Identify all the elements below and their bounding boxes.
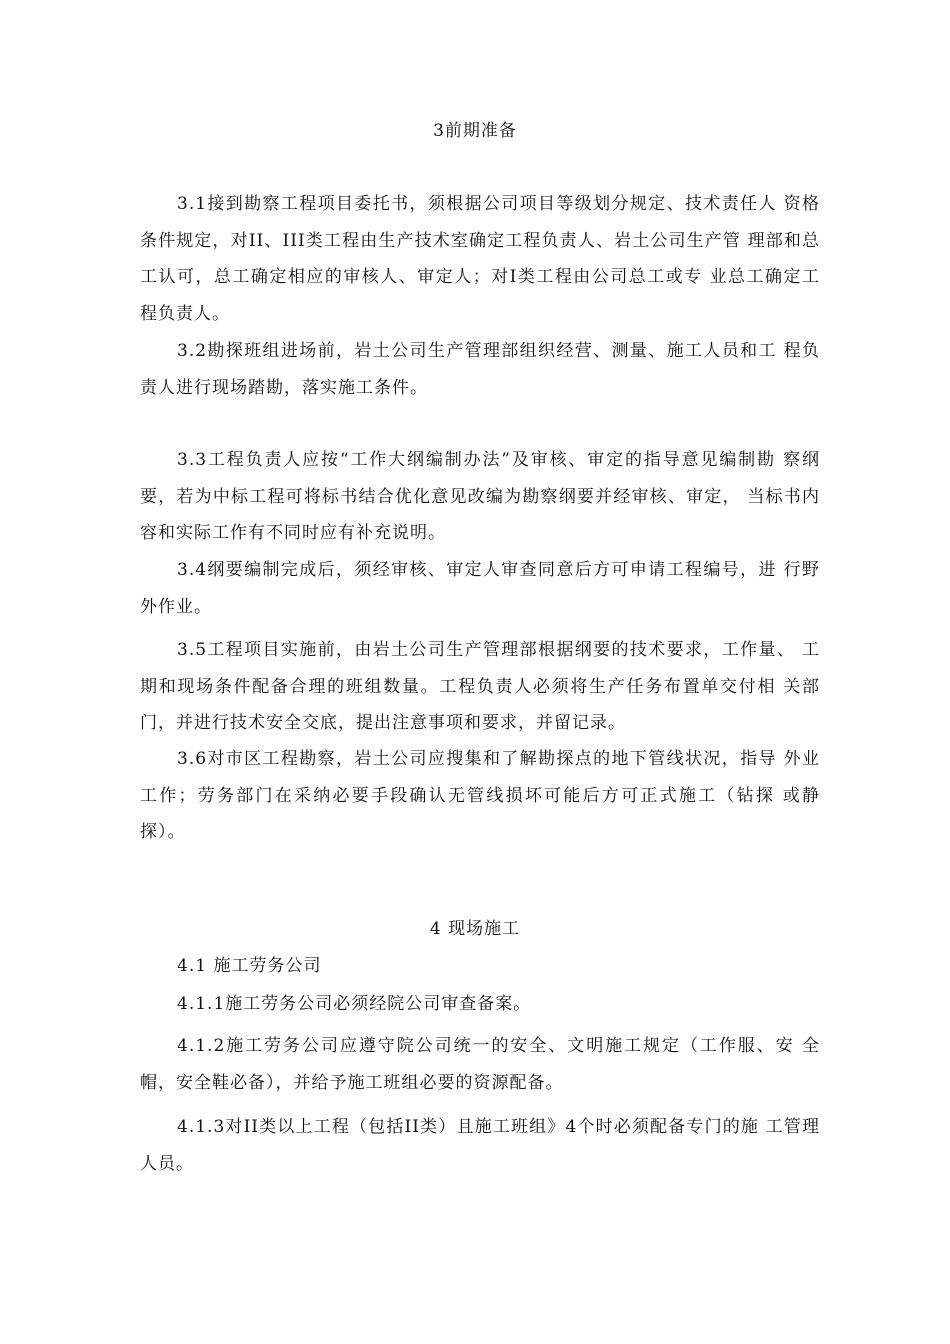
paragraph-4-1-1: 4.1.1施工劳务公司必须经院公司审查备案。 [177, 994, 532, 1014]
paragraph-3-1: 3.1接到勘察工程项目委托书，须根据公司项目等级划分规定、技术责任人 资格条件规定，对II、III类工程由生产技术室确定工程负责人、岩土公司生产管 理部和总工认可，总工确定相应的审核人、审定人；对I类工程由公司总工或专 业总工确定工程负责人。 [140, 194, 820, 324]
paragraph-4-1-3: 4.1.3对II类以上工程（包括II类）且施工班组》4个时必须配备专门的施 工管理人员。 [140, 1117, 820, 1174]
subsection-4-1-title: 4.1 施工劳务公司 [177, 956, 322, 976]
paragraph-3-2: 3.2勘探班组进场前，岩土公司生产管理部组织经营、测量、施工人员和工 程负责人进行现场踏勘，落实施工条件。 [140, 341, 820, 398]
paragraph-3-4: 3.4纲要编制完成后，须经审核、审定人审查同意后方可申请工程编号，进 行野外作业。 [140, 560, 820, 617]
section-4-heading: 4 现场施工 [429, 919, 521, 939]
paragraph-3-3: 3.3工程负责人应按“工作大纲编制办法”及审核、审定的指导意见编制勘 察纲要，若为中标工程可将标书结合优化意见改编为勘察纲要并经审核、审定， 当标书内容和实际工作有不同时应有补充说明。 [140, 450, 820, 543]
paragraph-3-6: 3.6对市区工程勘察，岩土公司应搜集和了解勘探点的地下管线状况，指导 外业工作；劳务部门在采纳必要手段确认无管线损坏可能后方可正式施工（钻探 或静探）。 [140, 749, 820, 842]
paragraph-4-1-2: 4.1.2施工劳务公司应遵守院公司统一的安全、文明施工规定（工作服、安 全帽，安全鞋必备），并给予施工班组必要的资源配备。 [140, 1036, 820, 1093]
paragraph-3-5: 3.5工程项目实施前，由岩土公司生产管理部根据纲要的技术要求，工作量、 工期和现场条件配备合理的班组数量。工程负责人必须将生产任务布置单交付相 关部门，并进行技术安全交底，提出注意事项和要求，并留记录。 [140, 640, 820, 733]
section-3-heading: 3前期准备 [433, 121, 517, 141]
